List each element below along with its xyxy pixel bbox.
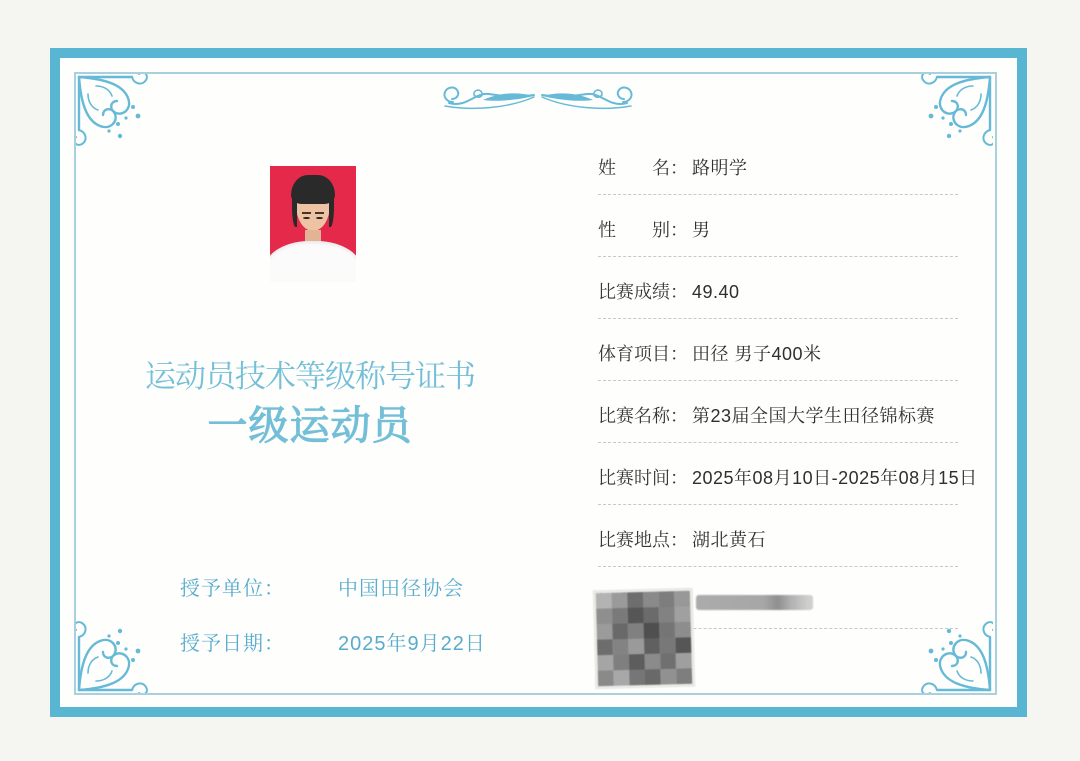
field-row-sport: [598, 335, 958, 381]
corner-flourish-icon: [913, 74, 993, 154]
award-unit-row: [180, 572, 486, 601]
photo-hair: [291, 175, 336, 204]
info-fields: [598, 149, 978, 645]
award-date-label: 授予日期：: [180, 633, 285, 655]
field-label: 性 别：: [598, 220, 688, 240]
field-value: 路明学: [692, 158, 748, 178]
photo-shirt: [270, 241, 356, 282]
top-center-flourish-icon: [437, 83, 639, 113]
award-date-row: [180, 627, 486, 656]
award-unit-value: 中国田径协会: [338, 578, 464, 600]
award-block: [180, 572, 486, 682]
corner-flourish-icon: [76, 613, 156, 693]
corner-flourish-icon: [76, 74, 156, 154]
field-label: 比赛名称：: [598, 406, 688, 426]
field-value: 49.40: [692, 282, 740, 302]
field-label: 比赛时间：: [598, 468, 688, 488]
field-row-name: [598, 149, 958, 195]
redacted-certificate-number-bar: [696, 595, 813, 610]
field-label: 比赛成绩：: [598, 282, 688, 302]
field-label: 体育项目：: [598, 344, 688, 364]
field-row-gender: [598, 211, 958, 257]
field-value: 湖北黄石: [692, 530, 766, 550]
redacted-stamp: [596, 591, 692, 686]
field-row-date: [598, 459, 978, 505]
field-label: 姓 名：: [598, 158, 688, 178]
field-label: 比赛地点：: [598, 530, 688, 550]
field-value: 2025年08月10日-2025年08月15日: [692, 468, 978, 488]
field-value: 第23届全国大学生田径锦标赛: [692, 406, 936, 426]
athlete-grade-subtitle: 一级运动员: [207, 404, 413, 448]
field-row-result: [598, 273, 958, 319]
award-unit-label: 授予单位：: [180, 578, 285, 600]
field-row-competition: [598, 397, 958, 443]
certificate-title: 运动员技术等级称号证书: [145, 359, 475, 394]
field-value: 田径 男子400米: [692, 344, 822, 364]
athlete-photo: [270, 166, 356, 282]
field-value: 男: [692, 220, 711, 240]
award-date-value: 2025年9月22日: [338, 633, 486, 655]
field-row-location: [598, 521, 958, 567]
